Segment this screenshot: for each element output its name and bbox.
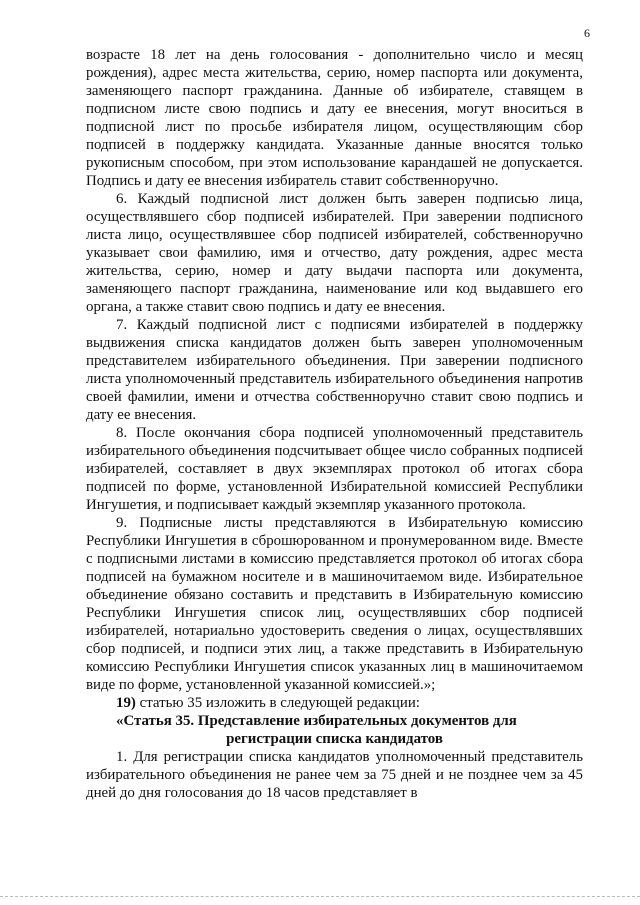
paragraph-8: 8. После окончания сбора подписей уполномоченный представитель избирательного объединения подсчитывает общее число собранных подписей избирателей, составляет в двух экземплярах протокол об итогах сбора подписей по форме, установленной Избирательной комиссией Республики Ингушетия, и подписывает каждый экземпляр указанного протокола.: [86, 425, 583, 513]
article-35-heading: «Статья 35. Представление избирательных документов для: [116, 713, 517, 729]
paragraph-continuation: возрасте 18 лет на день голосования - дополнительно число и месяц рождения), адрес места жительства, серию, номер паспорта или документа, заменяющего паспорт гражданина. Данные об избирателе, ставящем в подписном листе свою подпись и дату ее внесения, могут вноситься в подписной лист по просьбе избирателя лицом, осуществляющим сбор подписей в поддержку кандидата. Указанные данные вносятся только рукописным способом, при этом использование карандашей не допускается. Подпись и дату ее внесения избиратель ставит собственноручно.: [86, 47, 583, 189]
scan-edge-line: [0, 896, 640, 897]
article-35-paragraph-1: 1. Для регистрации списка кандидатов уполномоченный представитель избирательного объединения не ранее чем за 75 дней и не позднее чем за 45 дней до дня голосования до 18 часов представляет в: [86, 749, 583, 801]
paragraph-6: 6. Каждый подписной лист должен быть заверен подписью лица, осуществлявшего сбор подписей избирателей. При заверении подписного листа лицо, осуществлявшее сбор подписей избирателей, собственноручно указывает свои фамилию, имя и отчество, дату рождения, адрес места жительства, серию, номер и дату выдачи паспорта или документа, заменяющего паспорт гражданина, наименование или код выдавшего его органа, а также ставит свою подпись и дату ее внесения.: [86, 191, 583, 315]
article-35-subheading: регистрации списка кандидатов: [226, 731, 443, 747]
document-body: [86, 46, 583, 802]
page-number: 6: [584, 26, 590, 40]
paragraph-9: 9. Подписные листы представляются в Избирательную комиссию Республики Ингушетия в сброшюрованном и пронумерованном виде. Вместе с подписными листами в комиссию представляется протокол об итогах сбора подписей на бумажном носителе и в машиночитаемом виде. Избирательное объединение обязано составить и представить в Избирательную комиссию Республики Ингушетия список лиц, осуществлявших сбор подписей избирателей, нотариально удостоверить сведения о лицах, осуществлявших сбор подписей, и подписи этих лиц, а также представить в Избирательную комиссию Республики Ингушетия список указанных лиц в машиночитаемом виде по форме, установленной указанной комиссией.»;: [86, 515, 583, 693]
item-19-text: статью 35 изложить в следующей редакции:: [135, 695, 420, 711]
item-19: [86, 694, 583, 712]
paragraph-7: 7. Каждый подписной лист с подписями избирателей в поддержку выдвижения списка кандидатов должен быть заверен уполномоченным представителем избирательного объединения. При заверении подписного листа уполномоченный представитель избирательного объединения напротив своей фамилии, имени и отчества собственноручно ставит свою подпись и дату ее внесения.: [86, 317, 583, 423]
item-19-number: 19): [116, 695, 136, 711]
